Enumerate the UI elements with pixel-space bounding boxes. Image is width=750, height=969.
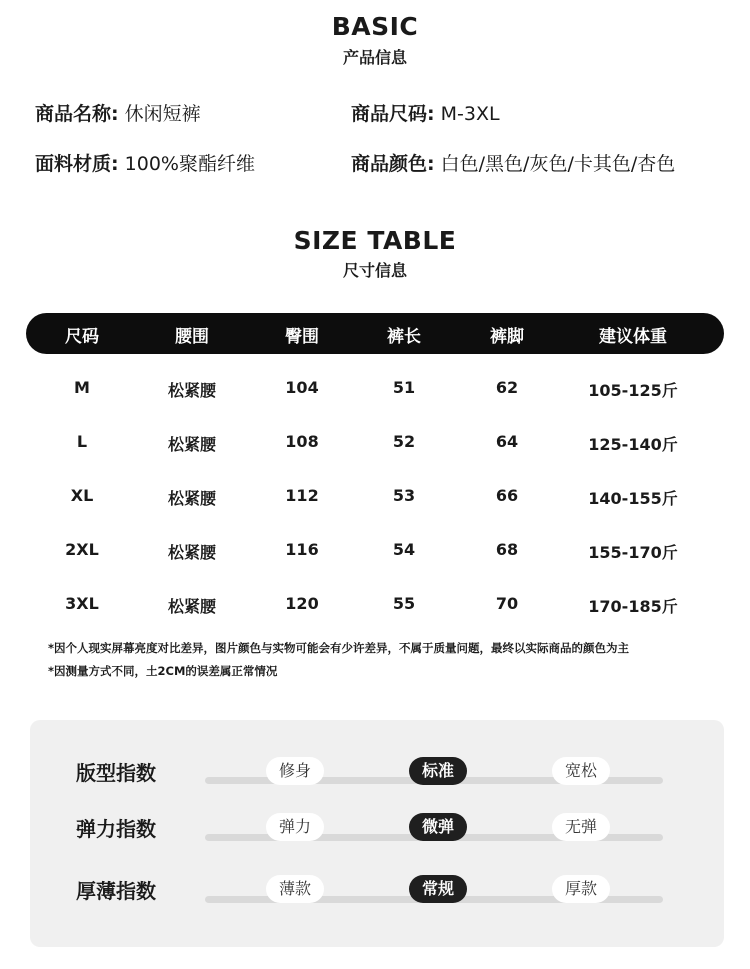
cell-hip: 112 [285, 486, 319, 505]
cell-waist: 松紧腰 [167, 381, 217, 400]
info-color [351, 149, 675, 176]
cell-hip: 104 [285, 378, 319, 397]
cell-leg-opening: 70 [495, 594, 519, 613]
stretch-option-slight: 微弹 [409, 813, 467, 841]
stretch-option-stretch: 弹力 [266, 813, 324, 841]
table-row [0, 536, 750, 566]
header-weight: 建议体重 [599, 327, 667, 347]
table-row [0, 590, 750, 620]
cell-leg-opening: 66 [495, 486, 519, 505]
info-color-label: 商品颜色: [351, 153, 435, 175]
table-row [0, 428, 750, 458]
header-size: 尺码 [65, 327, 99, 347]
thickness-option-thin: 薄款 [266, 875, 324, 903]
cell-waist: 松紧腰 [167, 489, 217, 508]
cell-waist: 松紧腰 [167, 543, 217, 562]
info-material-label: 面料材质: [35, 153, 119, 175]
cell-weight: 125-140斤 [588, 435, 678, 454]
info-name-label: 商品名称: [35, 103, 119, 125]
info-name-value: 休闲短裤 [124, 103, 201, 125]
cell-length: 51 [392, 378, 416, 397]
cell-leg-opening: 64 [495, 432, 519, 451]
cell-size: 2XL [65, 540, 99, 559]
info-size [351, 99, 500, 126]
thickness-option-regular: 常规 [409, 875, 467, 903]
info-material-value: 100%聚酯纤维 [124, 153, 255, 175]
cell-length: 52 [392, 432, 416, 451]
size-table-title: SIZE TABLE [293, 226, 457, 255]
cell-weight: 170-185斤 [588, 597, 678, 616]
cell-size: L [76, 432, 88, 451]
cell-length: 53 [392, 486, 416, 505]
cell-size: 3XL [65, 594, 99, 613]
table-row [0, 482, 750, 512]
note-measurement-error: *因测量方式不同，土2CM的误差属正常情况 [48, 664, 278, 678]
cell-hip: 120 [285, 594, 319, 613]
note-color-difference: *因个人现实屏幕亮度对比差异，图片颜色与实物可能会有少许差异，不属于质量问题，最终以实际商品的颜色为主 [48, 641, 630, 655]
cell-length: 54 [392, 540, 416, 559]
stretch-index-label: 弹力指数 [76, 817, 156, 841]
info-color-value: 白色/黑色/灰色/卡其色/杏色 [440, 153, 676, 175]
header-length: 裤长 [387, 327, 421, 347]
cell-weight: 140-155斤 [588, 489, 678, 508]
basic-title: BASIC [331, 12, 419, 41]
basic-subtitle: 产品信息 [342, 48, 407, 67]
cell-waist: 松紧腰 [167, 435, 217, 454]
cell-size: M [74, 378, 90, 397]
cell-weight: 155-170斤 [588, 543, 678, 562]
cell-hip: 116 [285, 540, 319, 559]
fit-option-loose: 宽松 [552, 757, 610, 785]
size-table-subtitle: 尺寸信息 [342, 261, 407, 280]
info-name [35, 99, 201, 126]
info-size-value: M-3XL [440, 103, 500, 125]
header-waist: 腰围 [175, 327, 209, 347]
cell-weight: 105-125斤 [588, 381, 678, 400]
fit-index-label: 版型指数 [76, 761, 156, 785]
stretch-option-none: 无弹 [552, 813, 610, 841]
fit-option-slim: 修身 [266, 757, 324, 785]
thickness-option-thick: 厚款 [552, 875, 610, 903]
cell-size: XL [70, 486, 94, 505]
header-leg-opening: 裤脚 [490, 327, 524, 347]
header-hip: 臀围 [285, 327, 319, 347]
cell-leg-opening: 62 [495, 378, 519, 397]
thickness-index-label: 厚薄指数 [76, 879, 156, 903]
cell-leg-opening: 68 [495, 540, 519, 559]
info-size-label: 商品尺码: [351, 103, 435, 125]
cell-hip: 108 [285, 432, 319, 451]
info-material [35, 149, 255, 176]
table-header [26, 313, 724, 354]
fit-option-standard: 标准 [409, 757, 467, 785]
table-row [0, 374, 750, 404]
cell-length: 55 [392, 594, 416, 613]
cell-waist: 松紧腰 [167, 597, 217, 616]
